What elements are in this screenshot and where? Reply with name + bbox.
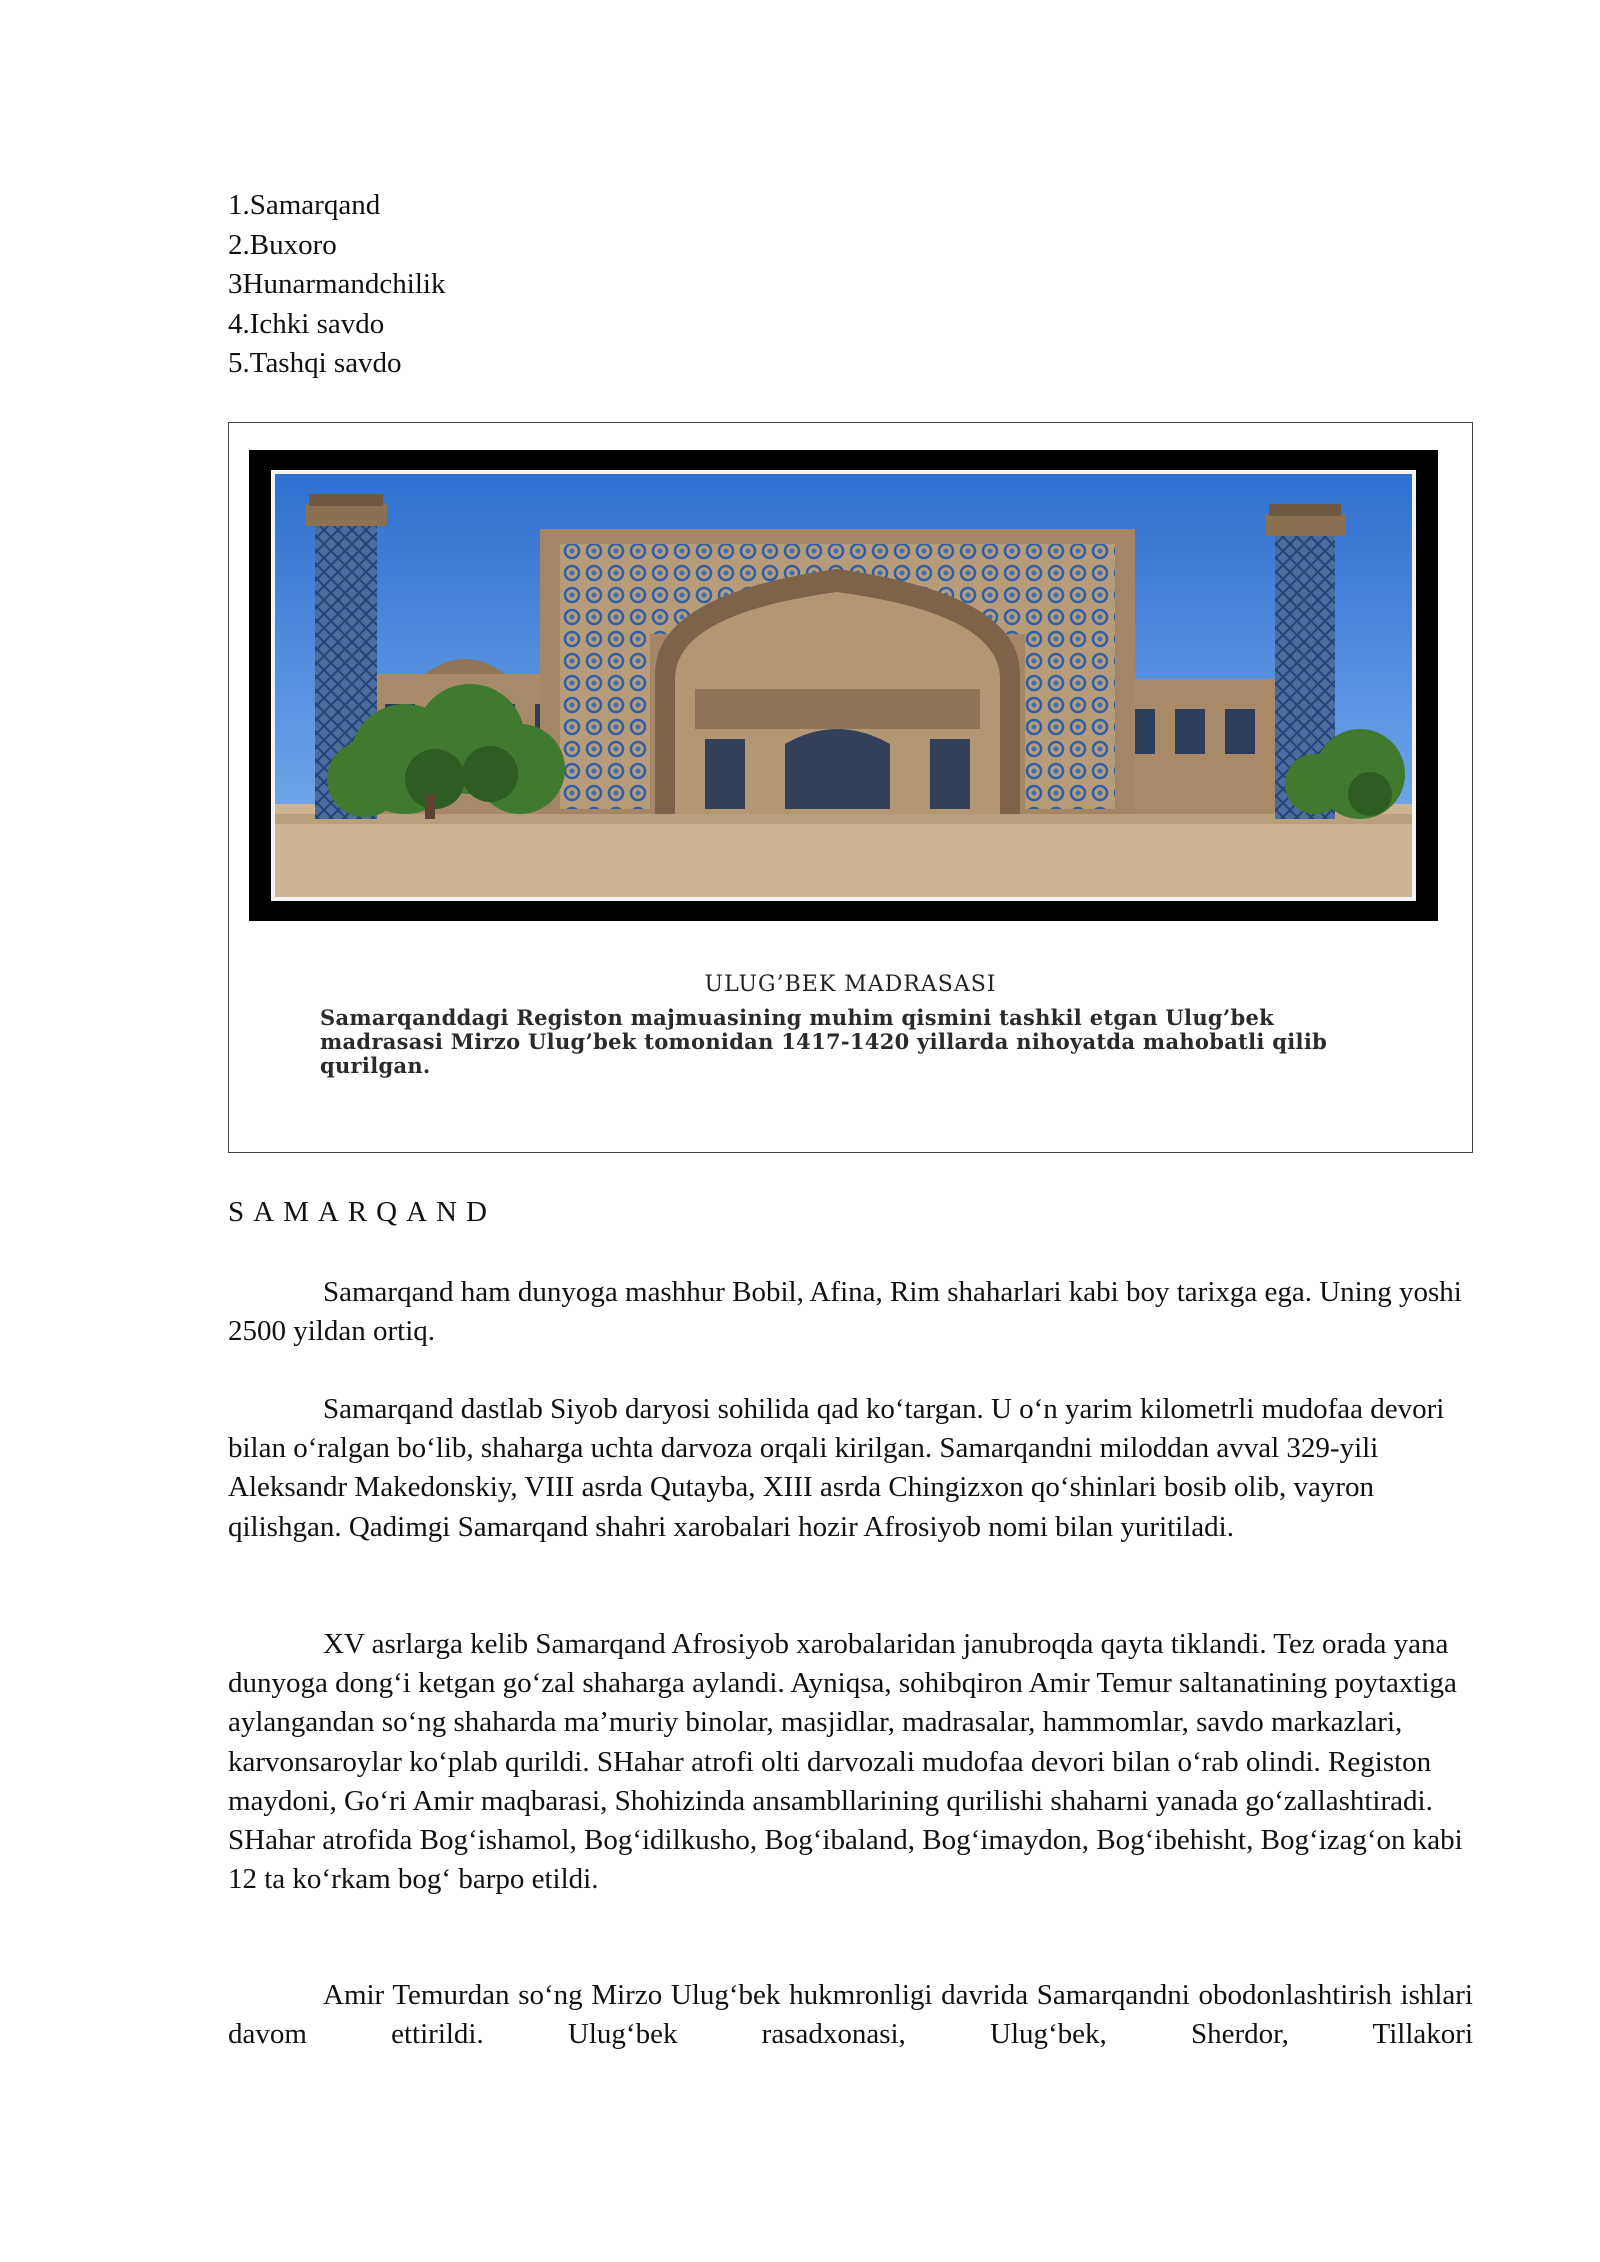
- madrasa-figure: [228, 422, 1473, 1153]
- paragraph: Samarqand ham dunyoga mashhur Bobil, Afina, Rim shaharlari kabi boy tarixga ega. Uning yoshi 2500 yildan ortiq.: [228, 1276, 1462, 1348]
- section-heading: SAMARQAND: [228, 1196, 496, 1228]
- madrasa-photo: [271, 470, 1416, 901]
- figure-title: ULUG’BEK MADRASASI: [704, 972, 997, 997]
- list-item: 2.Buxoro: [228, 228, 337, 261]
- list-item: 1.Samarqand: [228, 189, 381, 221]
- list-item: 3Hunarmandchilik: [228, 268, 446, 300]
- paragraph: Samarqand dastlab Siyob daryosi sohilida qad ko‘targan. U o‘n yarim kilometrli mudofaa devori bilan o‘ralgan bo‘lib, shaharga uchta darvoza orqali kirilgan. Samarqandni miloddan avval 329-yili Aleksandr Makedonskiy, VIII asrda Qutayba, XIII asrda Chingizxon qo‘shinlari bosib olib, vayron qilishgan. Qadimgi Samarqand shahri xarobalari hozir Afrosiyob nomi bilan yuritiladi.: [228, 1393, 1445, 1543]
- topic-list: [228, 186, 445, 384]
- list-item: 4.Ichki savdo: [228, 307, 385, 340]
- paragraph: Amir Temurdan so‘ng Mirzo Ulug‘bek hukmronligi davrida Samarqandni obodonlashtirish ishlari davom ettirildi. Ulug‘bek rasadxonasi, Ulug‘bek, Sherdor, Tillakori: [228, 1979, 1473, 2051]
- list-item: 5.Tashqi savdo: [228, 347, 402, 379]
- photo-frame: [249, 450, 1438, 921]
- figure-caption: Samarqanddagi Registon majmuasining muhim qismini tashkil etgan Ulug’bek madrasasi Mirzo Ulug’bek tomonidan 1417-1420 yillarda nihoyatda mahobatli qilib qurilgan.: [320, 1005, 1328, 1078]
- paragraph: XV asrlarga kelib Samarqand Afrosiyob xarobalaridan janubroqda qayta tiklandi. Tez orada yana dunyoga dong‘i ketgan go‘zal shaharga aylandi. Ayniqsa, sohibqiron Amir Temur saltanatining poytaxtiga aylangandan so‘ng shaharda ma’muriy binolar, masjidlar, madrasalar, hammomlar, savdo markazlari, karvonsaroylar ko‘plab qurildi. SHahar atrofi olti darvozali mudofaa devori bilan o‘rab olindi. Registon maydoni, Go‘ri Amir maqbarasi, Shohizinda ansambllarining qurilishi shaharni yanada go‘zallashtiradi. SHahar atrofida Bog‘ishamol, Bog‘idilkusho, Bog‘ibaland, Bog‘imaydon, Bog‘ibehisht, Bog‘izag‘on kabi 12 ta ko‘rkam bog‘ barpo etildi.: [228, 1628, 1463, 1896]
- madrasa-photo-illustration: [275, 474, 1412, 897]
